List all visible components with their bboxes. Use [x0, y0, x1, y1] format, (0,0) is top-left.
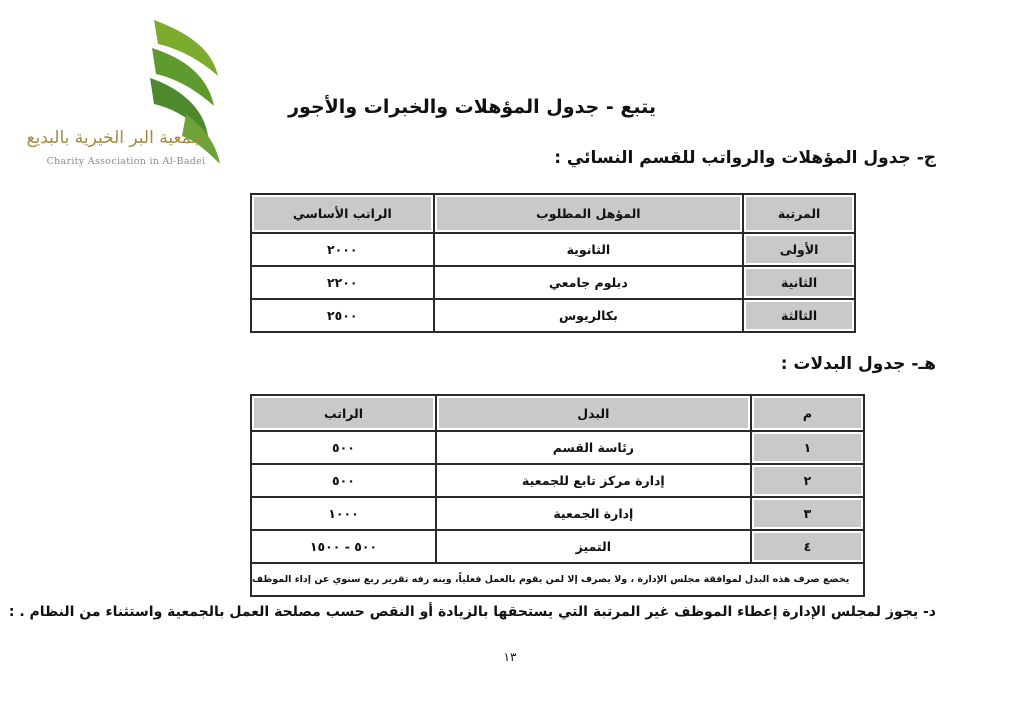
qualification-cell: دبلوم جامعي [434, 266, 744, 299]
header-rank: المرتبة [743, 194, 855, 233]
table-row [251, 431, 864, 464]
header-basic-salary: الراتب الأساسي [251, 194, 434, 233]
number-cell: ٤ [751, 530, 865, 563]
salary-cell: ٢٥٠٠ [251, 299, 434, 332]
allowance-note: يخضع صرف هذه البدل لموافقة مجلس الإدارة ، ولا يصرف إلا لمن يقوم بالعمل فعلياً، وينه رفه تقرير ربع سنوي عن إداء الموظف [251, 563, 864, 596]
table-header-row [251, 194, 855, 233]
allowances-heading: هـ- جدول البدلات : [780, 354, 936, 374]
footer-note: د- يجوز لمجلس الإدارة إعطاء الموظف غير المرتبة التي يستحقها بالزيادة أو النقص حسب مصلحة العمل بالجمعية واستثناء من النظام . : [8, 604, 936, 620]
header-salary: الراتب [251, 395, 436, 431]
logo-arabic-name: جمعية البر الخيرية بالبديع [26, 128, 202, 148]
allowance-cell: رئاسة القسم [436, 431, 751, 464]
table-header-row [251, 395, 864, 431]
amount-cell: ٥٠٠ [251, 431, 436, 464]
amount-cell: ١٠٠٠ [251, 497, 436, 530]
table-row [251, 464, 864, 497]
salary-cell: ٢٠٠٠ [251, 233, 434, 266]
header-qualification: المؤهل المطلوب [434, 194, 744, 233]
number-cell: ٣ [751, 497, 865, 530]
qualifications-table [250, 193, 856, 333]
qualification-cell: بكالريوس [434, 299, 744, 332]
header-allowance: البدل [436, 395, 751, 431]
qualification-cell: الثانوية [434, 233, 744, 266]
table-row [251, 299, 855, 332]
salary-cell: ٢٢٠٠ [251, 266, 434, 299]
header-number: م [751, 395, 865, 431]
table-row [251, 530, 864, 563]
amount-cell: ٥٠٠ [251, 464, 436, 497]
allowance-cell: إدارة الجمعية [436, 497, 751, 530]
allowance-cell: التميز [436, 530, 751, 563]
table-row [251, 233, 855, 266]
page-number: ١٣ [503, 650, 517, 664]
logo-english-name: Charity Association in Al-Badei [46, 156, 206, 167]
qualifications-heading: ج- جدول المؤهلات والرواتب للقسم النسائي : [554, 148, 936, 168]
rank-cell: الثالثة [743, 299, 855, 332]
allowance-cell: إدارة مركز تابع للجمعية [436, 464, 751, 497]
table-row [251, 266, 855, 299]
number-cell: ١ [751, 431, 865, 464]
number-cell: ٢ [751, 464, 865, 497]
logo [26, 18, 223, 178]
amount-cell: ٥٠٠ - ١٥٠٠ [251, 530, 436, 563]
rank-cell: الأولى [743, 233, 855, 266]
allowances-table [250, 394, 865, 597]
table-row [251, 497, 864, 530]
table-note-row [251, 563, 864, 596]
page-title: يتبع - جدول المؤهلات والخبرات والأجور [288, 96, 656, 118]
rank-cell: الثانية [743, 266, 855, 299]
